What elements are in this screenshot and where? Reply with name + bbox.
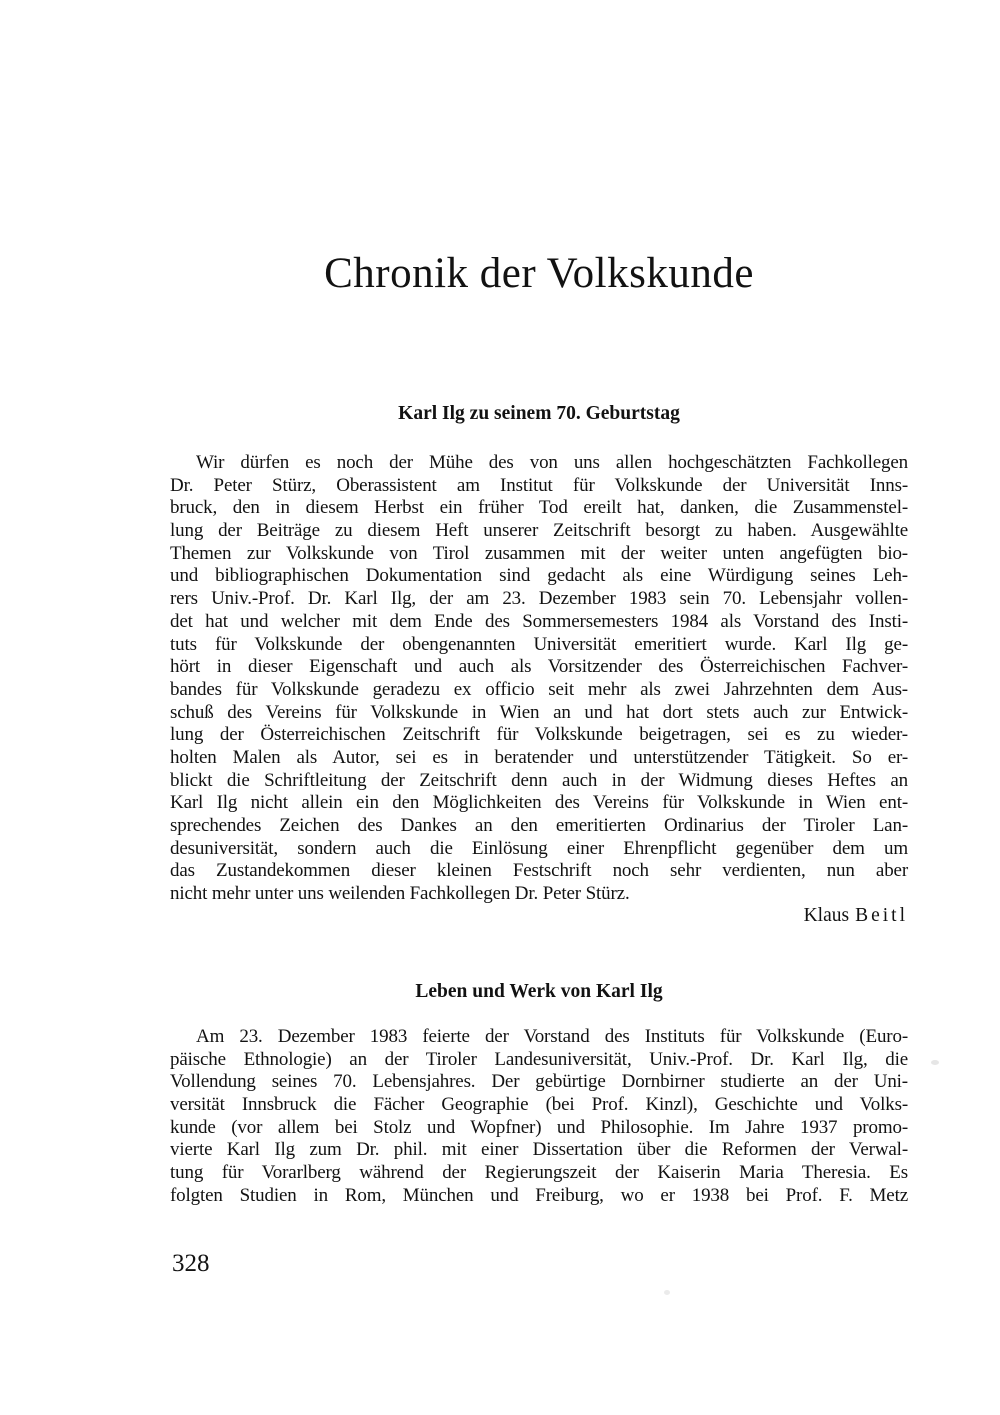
paragraph-line: Am 23. Dezember 1983 feierte der Vorstand des Instituts für Volkskunde (Euro- [196, 1026, 908, 1047]
paragraph-line: kunde (vor allem bei Stolz und Wopfner) und Philosophie. Im Jahre 1937 promo- [170, 1116, 908, 1138]
paragraph-line: folgten Studien in Rom, München und Freiburg, wo er 1938 bei Prof. F. Metz [170, 1184, 908, 1206]
paragraph-line: hört in dieser Eigenschaft und auch als Vorsitzender des Österreichischen Fachver- [170, 656, 908, 678]
paragraph-line: nicht mehr unter uns weilenden Fachkollegen Dr. Peter Stürz. [170, 883, 630, 905]
document-title: Chronik der Volkskunde [324, 250, 754, 297]
paragraph-line: holten Malen als Autor, sei es in beratender und unterstützender Tätigkeit. So er- [170, 746, 908, 768]
paragraph-line: Karl Ilg nicht allein ein den Möglichkeiten des Vereins für Volkskunde in Wien ent- [170, 792, 908, 814]
paragraph-line: desuniversität, sondern auch die Einlösung einer Ehrenpflicht gegenüber dem um [170, 837, 908, 859]
paragraph-line: Wir dürfen es noch der Mühe des von uns allen hochgeschätzten Fachkollegen [196, 452, 908, 473]
paragraph-line: das Zustandekommen dieser kleinen Festschrift noch sehr verdienten, nun aber [170, 860, 908, 882]
paragraph-line: päische Ethnologie) an der Tiroler Landesuniversität, Univ.-Prof. Dr. Karl Ilg, die [170, 1048, 908, 1070]
signature-last-name: Beitl [855, 905, 908, 926]
paragraph-line: versität Innsbruck die Fächer Geographie (bei Prof. Kinzl), Geschichte und Volks- [170, 1094, 908, 1116]
paragraph-line: und bibliographischen Dokumentation sind gedacht als eine Würdigung seines Leh- [170, 565, 908, 587]
paragraph-line: lung der Beiträge zu diesem Heft unserer Zeitschrift besorgt zu haben. Ausgewählte [170, 520, 908, 542]
paragraph-line: Themen zur Volkskunde von Tirol zusammen mit der weiter unten angefügten bio- [170, 542, 908, 564]
paragraph-line: blickt die Schriftleitung der Zeitschrift denn auch in der Widmung dieses Heftes an [170, 769, 908, 791]
scan-speck [664, 1290, 670, 1295]
paragraph-line: schuß des Vereins für Volkskunde in Wien an und hat dort stets auch zur Entwick- [170, 701, 908, 723]
page-number: 328 [172, 1250, 210, 1277]
scan-speck [931, 1060, 939, 1065]
section2-heading: Leben und Werk von Karl Ilg [415, 981, 663, 1002]
paragraph-line: rers Univ.-Prof. Dr. Karl Ilg, der am 23. Dezember 1983 sein 70. Lebensjahr vollen- [170, 588, 908, 610]
paragraph-line: bandes für Volkskunde geradezu ex officio seit mehr als zwei Jahrzehnten dem Aus- [170, 678, 908, 700]
paragraph-line: lung der Österreichischen Zeitschrift für Volkskunde beigetragen, sei es zu wieder- [170, 724, 908, 746]
author-signature [803, 904, 908, 927]
section1-heading: Karl Ilg zu seinem 70. Geburtstag [398, 403, 680, 424]
section2-paragraph [170, 1026, 908, 1208]
paragraph-line: vierte Karl Ilg zum Dr. phil. mit einer Dissertation über die Reformen der Verwal- [170, 1139, 908, 1161]
section1-paragraph [170, 452, 908, 906]
paragraph-line: Vollendung seines 70. Lebensjahres. Der gebürtige Dornbirner studierte an der Uni- [170, 1071, 908, 1093]
paragraph-line: bruck, den in diesem Herbst ein früher Tod ereilt hat, danken, die Zusammenstel- [170, 497, 908, 519]
paragraph-line: Dr. Peter Stürz, Oberassistent am Institut für Volkskunde der Universität Inns- [170, 474, 908, 496]
paragraph-line: tung für Vorarlberg während der Regierungszeit der Kaiserin Maria Theresia. Es [170, 1162, 908, 1184]
signature-first-name: Klaus [803, 905, 850, 926]
paragraph-line: sprechendes Zeichen des Dankes an den emeritierten Ordinarius der Tiroler Lan- [170, 815, 908, 836]
paragraph-line: tuts für Volkskunde der obengenannten Universität emeritiert wurde. Karl Ilg ge- [170, 633, 908, 655]
paragraph-line: det hat und welcher mit dem Ende des Sommersemesters 1984 als Vorstand des Insti- [170, 610, 908, 632]
